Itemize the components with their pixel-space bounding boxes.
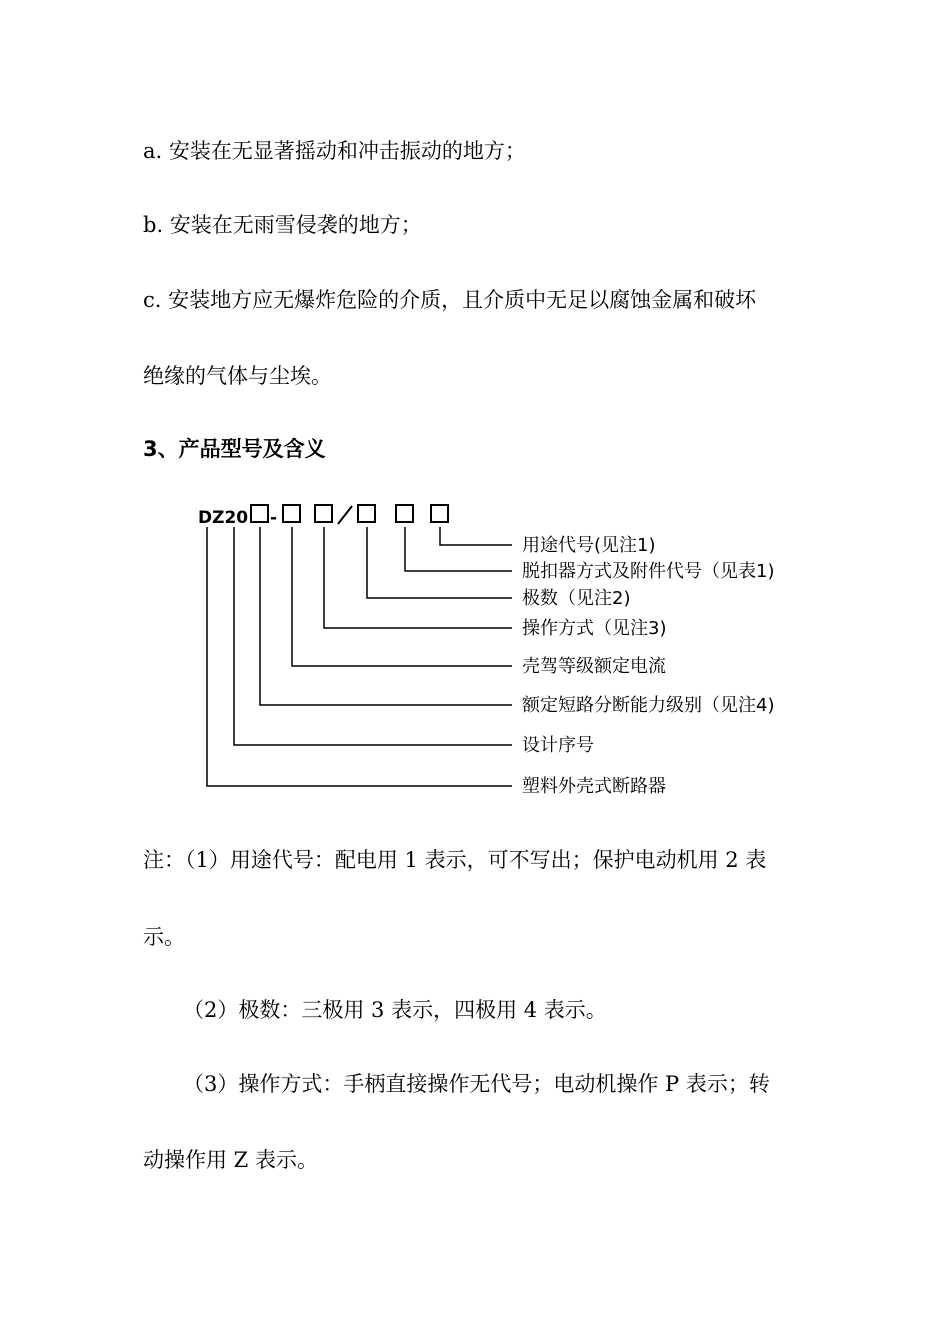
note-1-line1: 注：（1）用途代号：配电用 1 表示，可不写出；保护电动机用 2 表 <box>143 848 767 872</box>
leader-line-1 <box>440 527 512 545</box>
code-box-4 <box>358 505 375 522</box>
note-3-line1: （3）操作方式：手柄直接操作无代号；电动机操作 P 表示；转 <box>183 1072 770 1096</box>
code-box-3 <box>315 505 332 522</box>
model-slash <box>338 506 352 524</box>
label-release-code: 脱扣器方式及附件代号（见表1) <box>522 561 775 582</box>
model-dash: - <box>270 508 278 528</box>
label-operation: 操作方式（见注3) <box>522 618 667 639</box>
label-poles: 极数（见注2) <box>522 588 631 609</box>
section-heading: 3、产品型号及含义 <box>143 437 326 461</box>
leader-line-7 <box>234 527 512 745</box>
leader-line-5 <box>292 527 512 666</box>
label-breaking-capacity: 额定短路分断能力级别（见注4) <box>522 695 775 716</box>
label-design-number: 设计序号 <box>522 735 594 756</box>
leader-line-8 <box>207 527 512 786</box>
leader-line-2 <box>405 527 512 571</box>
label-breaker-type: 塑料外壳式断路器 <box>522 776 666 797</box>
label-frame-current: 壳驾等级额定电流 <box>522 656 666 677</box>
leader-line-6 <box>260 527 512 705</box>
leader-line-4 <box>324 527 512 628</box>
note-1-line2: 示。 <box>143 925 185 949</box>
code-box-5 <box>396 505 413 522</box>
label-usage-code: 用途代号(见注1) <box>522 535 656 556</box>
code-box-2 <box>283 505 300 522</box>
requirement-c-line2: 绝缘的气体与尘埃。 <box>143 364 332 388</box>
code-box-1 <box>251 505 268 522</box>
code-box-6 <box>431 505 448 522</box>
model-prefix: DZ20 <box>198 508 249 528</box>
requirement-c-line1: c. 安装地方应无爆炸危险的介质，且介质中无足以腐蚀金属和破坏 <box>143 288 757 312</box>
note-3-line2: 动操作用 Z 表示。 <box>143 1148 318 1172</box>
requirement-a: a. 安装在无显著摇动和冲击振动的地方； <box>143 139 526 163</box>
requirement-b: b. 安装在无雨雪侵袭的地方； <box>143 213 422 237</box>
note-2: （2）极数：三极用 3 表示，四极用 4 表示。 <box>183 998 607 1022</box>
